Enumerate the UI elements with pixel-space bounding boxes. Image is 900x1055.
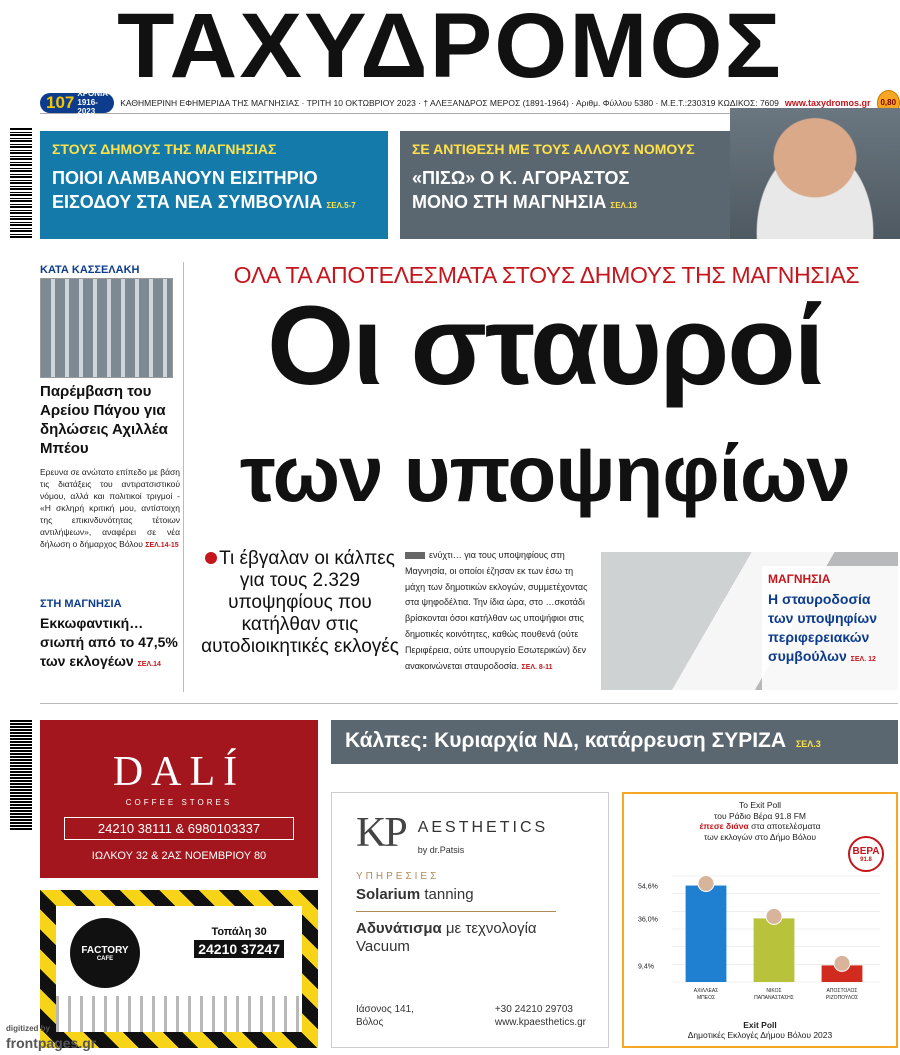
factory-ad-panel <box>56 906 302 1032</box>
left-body-1: Ερευνα σε ανώτατο επίπεδο με βάση τις διατάξεις του αντιρατσιστικού νόμου, αλλά και πολιτικοί τριγμοί - «Η σκληρή κριτική μου, αντίστοιχη της επικινδυνότητας τέτοιων αντιλήψεων», αναφέρει σε νέα δήλωση ο δήμαρχος Βόλου ΣΕΛ.14-15 <box>40 467 180 549</box>
story-kicker: ΣΕ ΑΝΤΙΘΕΣΗ ΜΕ ΤΟΥΣ ΑΛΛΟΥΣ ΝΟΜΟΥΣ <box>412 141 695 157</box>
dali-ad[interactable] <box>40 720 318 878</box>
kp-services-label: ΥΠΗΡΕΣΙΕΣ <box>356 871 440 882</box>
section-divider <box>40 703 898 704</box>
main-headline-line1[interactable]: Οι σταυροί <box>267 283 823 408</box>
red-bullet-icon <box>205 552 217 564</box>
dali-logo: DALÍ <box>112 749 246 795</box>
kalpes-banner[interactable]: Κάλπες: Κυριαρχία ΝΔ, κατάρρευση ΣΥΡΙΖΑ ΣΕΛ.3 <box>331 720 898 764</box>
left-headline-1[interactable]: Παρέμβαση του Αρείου Πάγου για δηλώσεις Αχιλλέα Μπέου <box>40 383 168 457</box>
website-link[interactable]: www.taxydromos.gr <box>784 97 871 108</box>
factory-phone: 24210 37247 <box>194 940 284 958</box>
dali-subtitle: COFFEE STORES <box>125 798 233 807</box>
left-kicker-2: ΣΤΗ ΜΑΓΝΗΣΙΑ <box>40 598 122 610</box>
story-headline-line1: «ΠΙΣΩ» Ο Κ. ΑΓΟΡΑΣΤΟΣ <box>412 168 630 188</box>
page-ref: ΣΕΛ.5-7 <box>326 201 356 210</box>
poll-tick-label: 54,6% <box>638 883 658 891</box>
dali-phones: 24210 38111 & 6980103337 <box>64 817 294 840</box>
factory-address: Τοπάλη 30 24210 37247 <box>194 926 284 958</box>
column-divider <box>183 262 184 692</box>
exit-poll-chart <box>634 870 886 1010</box>
main-body: ενύχτι… για τους υποψηφίους στη Μαγνησία, οι οποίοι έζησαν εκ των έσω τη μάχη των δημοτικών εκλογών, συμμετέχοντας στα ψηφοδέλτια. Την ίδια ώρα, στο …σκοτάδι βρίσκονται όσοι κατήλθαν ως υποψήφιοι στις δημοτικές κοινότητες, καθώς πουθενά (ούτε Περιφέρεια, ούτε υπουργείο Εσωτερικών) δεν ανακοινώνεται σταυροδοσία. ΣΕΛ. 8-11 <box>405 550 588 671</box>
main-kicker: ΟΛΑ ΤΑ ΑΠΟΤΕΛΕΣΜΑΤΑ ΣΤΟΥΣ ΔΗΜΟΥΣ ΤΗΣ ΜΑΓΝΗΣΙΑΣ <box>233 262 860 288</box>
page-ref: ΣΕΛ.3 <box>795 739 821 749</box>
kp-rule <box>356 911 556 912</box>
story-headline-line2: ΕΙΣΟΔΟΥ ΣΤΑ ΝΕΑ ΣΥΜΒΟΥΛΙΑ ΣΕΛ.5-7 <box>52 192 356 212</box>
poll-category-label: ΜΠΕΟΣ <box>696 995 716 1001</box>
candidate-avatar-icon <box>834 955 850 971</box>
kp-service-1: Solarium tanning <box>356 886 474 903</box>
barcode <box>10 128 32 238</box>
poll-tick-label: 36,0% <box>638 916 658 924</box>
candidate-avatar-icon <box>766 908 782 924</box>
page-ref: ΣΕΛ.13 <box>610 201 637 210</box>
kp-contact <box>356 1003 586 1029</box>
court-building-photo <box>40 278 173 378</box>
poll-category-label: ΑΧΙΛΛΕΑΣ <box>693 988 719 994</box>
page-ref: ΣΕΛ.14-15 <box>145 542 179 549</box>
poll-category-label: ΑΠΟΣΤΟΛΟΣ <box>826 988 858 994</box>
kp-address: Ιάσονος 141, Βόλος <box>356 1004 414 1028</box>
poll-bar <box>686 886 727 982</box>
factory-logo: FACTORY CAFE <box>70 918 140 988</box>
story-headline-line1: ΠΟΙΟΙ ΛΑΜΒΑΝΟΥΝ ΕΙΣΙΤΗΡΙΟ <box>52 168 318 188</box>
poll-tick-label: 9,4% <box>638 963 654 971</box>
years-label: ΧΡΟΝΙΑ 1916-2023 <box>77 89 109 116</box>
left-kicker-1: ΚΑΤΑ ΚΑΣΣΕΛΑΚΗ <box>40 264 140 276</box>
price-badge: 0,80 <box>877 90 900 116</box>
edition-info: ΚΑΘΗΜΕΡΙΝΗ ΕΦΗΜΕΡΙΔΑ ΤΗΣ ΜΑΓΝΗΣΙΑΣ · ΤΡΙΤΗ 10 ΟΚΤΩΒΡΙΟΥ 2023 · † ΑΛΕΞΑΝΔΡΟΣ ΜΕΡΟΣ (1891-1964) · Αριθμ. Φύλλου 5380 · Μ.Ε.Τ.:230319 ΚΩΔΙΚΟΣ: 7609 <box>120 97 779 108</box>
main-lead: Τι έβγαλαν οι κάλπες για τους 2.329 υποψηφίους που κατήλθαν στις αυτοδιοικητικές εκλογές <box>201 548 399 657</box>
ballot-story[interactable] <box>762 566 898 690</box>
kp-brand: AESTHETICS by dr.Patsis <box>417 819 549 855</box>
watermark: digitized by frontpages.gr <box>6 1024 97 1051</box>
ballot-kicker: ΜΑΓΝΗΣΙΑ <box>768 572 831 586</box>
page-ref: ΣΕΛ. 8-11 <box>521 663 553 671</box>
radio-vera-logo: ΒΕΡΑ 91.8 <box>848 836 884 872</box>
years-number: 107 <box>46 92 75 112</box>
politician-photo <box>730 108 900 239</box>
left-headline-2[interactable]: Εκκωφαντική… σιωπή από το 47,5% των εκλογέων ΣΕΛ.14 <box>40 615 178 669</box>
poll-category-label: ΠΑΠΑΝΑΣΤΑΣΗΣ <box>754 995 794 1001</box>
top-left-story[interactable] <box>40 131 388 239</box>
kp-service-2: Αδυνάτισμα με τεχνολογία Vacuum <box>356 920 537 955</box>
page-ref: ΣΕΛ. 12 <box>850 656 876 663</box>
bar-icon <box>405 552 425 559</box>
candidate-avatar-icon <box>698 876 714 892</box>
exit-poll-ad[interactable] <box>622 792 898 1048</box>
story-kicker: ΣΤΟΥΣ ΔΗΜΟΥΣ ΤΗΣ ΜΑΓΝΗΣΙΑΣ <box>52 141 277 157</box>
poll-bar <box>754 918 795 982</box>
poll-intro: Το Exit Poll του Ράδιο Βέρα 91.8 FM έπεσε διάνα στα αποτελέσματα των εκλογών στο Δήμο Βόλου <box>699 800 821 842</box>
barcode-bottom <box>10 720 32 830</box>
poll-category-label: ΡΙΖΟΠΟΥΛΟΣ <box>825 995 859 1001</box>
masthead-title: ΤΑΧΥΔΡΟΜΟΣ <box>117 0 783 97</box>
kp-aesthetics-ad[interactable] <box>331 792 609 1048</box>
kp-phone-web: +30 24210 29703 www.kpaesthetics.gr <box>494 1004 586 1028</box>
ballot-headline: Η σταυροδοσία των υποψηφίων περιφερειακών συμβούλων ΣΕΛ. 12 <box>768 591 878 664</box>
anniversary-badge <box>40 89 114 116</box>
main-headline-line2[interactable]: των υποψηφίων <box>240 429 850 518</box>
poll-footer: Exit Poll Δημοτικές Εκλογές Δήμου Βόλου 2023 <box>687 1020 833 1040</box>
kp-mark: KP <box>356 810 406 856</box>
dali-address: ΙΩΛΚΟΥ 32 & 2ΑΣ ΝΟΕΜΒΡΙΟΥ 80 <box>91 850 267 862</box>
story-headline-line2: ΜΟΝΟ ΣΤΗ ΜΑΓΝΗΣΙΑ ΣΕΛ.13 <box>412 192 637 212</box>
page-ref: ΣΕΛ.14 <box>137 661 161 668</box>
kp-logo <box>356 810 584 856</box>
poll-category-label: ΝΙΚΟΣ <box>766 988 782 994</box>
